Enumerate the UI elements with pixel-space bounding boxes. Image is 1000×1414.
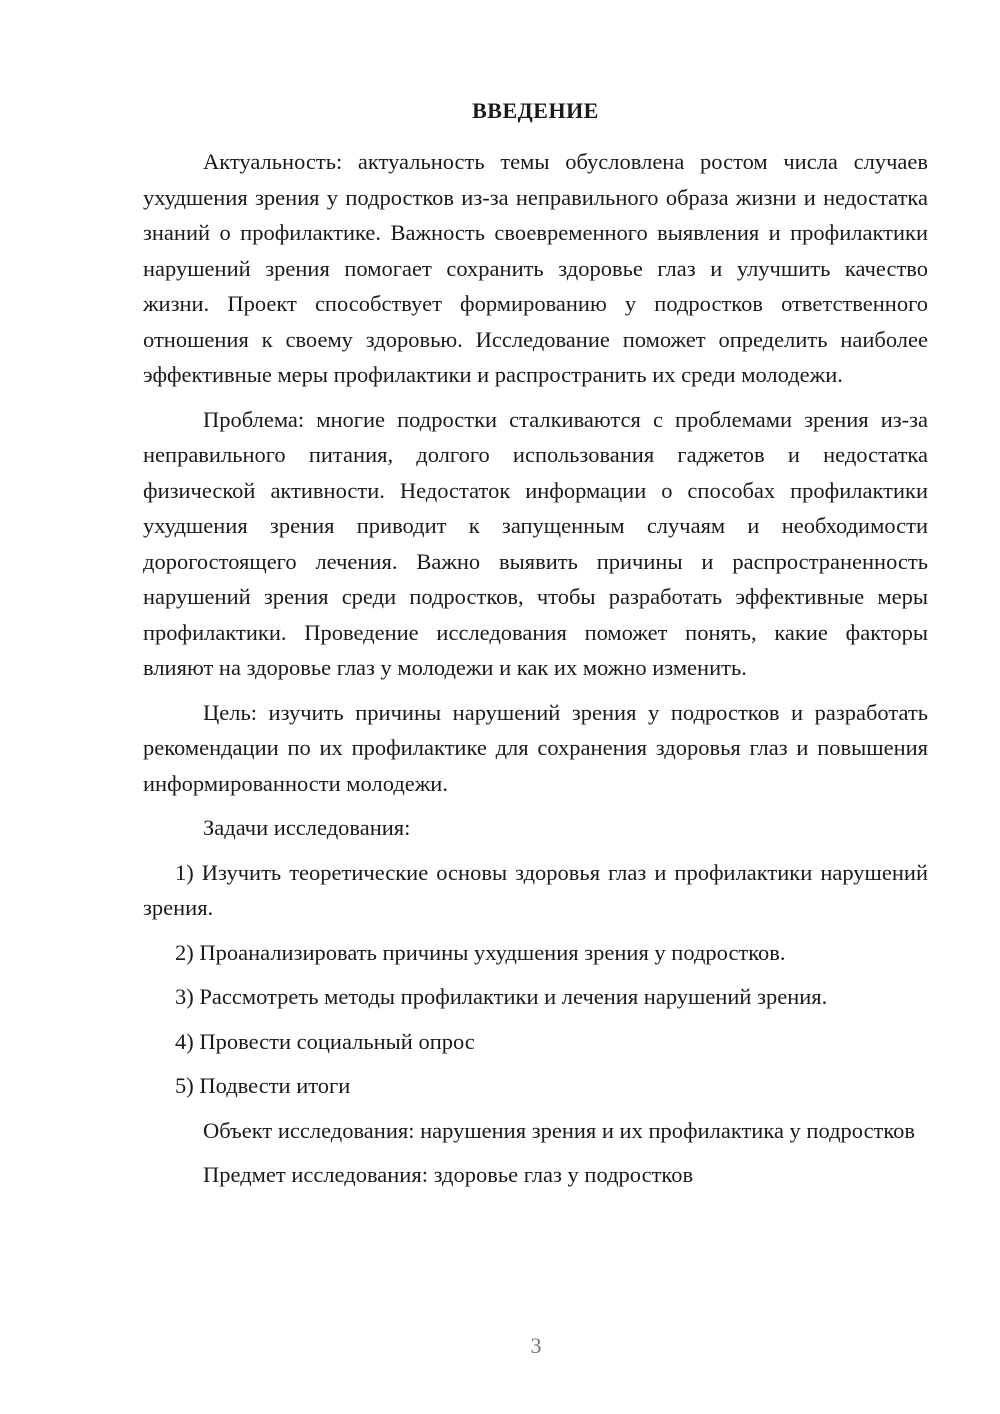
goal-paragraph: Цель: изучить причины нарушений зрения у подростков и разработать рекомендации по их профилактике для сохранения здоровья глаз и повышения информированности молодежи. — [143, 699, 928, 796]
subject-paragraph: Предмет исследования: здоровье глаз у подростков — [203, 1162, 694, 1187]
problem-paragraph: Проблема: многие подростки сталкиваются с проблемами зрения из-за неправильного питания, долгого использования гаджетов и недостатка физической активности. Недостаток информации о способах профилактики ухудшения зрения приводит к запущенным случаям и необходимости дорогостоящего лечения. Важно выявить причины и распространенность нарушений зрения среди подростков, чтобы разработать эффективные меры профилактики. Проведение исследования поможет понять, какие факторы влияют на здоровье глаз у молодежи и как их можно изменить. — [143, 406, 928, 680]
relevance-paragraph: Актуальность: актуальность темы обусловлена ростом числа случаев ухудшения зрения у подростков из-за неправильного образа жизни и недостатка знаний о профилактике. Важность своевременного выявления и профилактики нарушений зрения помогает сохранить здоровье глаз и улучшить качество жизни. Проект способствует формированию у подростков ответственного отношения к своему здоровью. Исследование поможет определить наиболее эффективные меры профилактики и распространить их среди молодежи. — [143, 149, 928, 387]
page-content — [143, 96, 928, 1202]
task-item: 5) Подвести итоги — [175, 1073, 351, 1098]
task-item: 3) Рассмотреть методы профилактики и лечения нарушений зрения. — [175, 984, 828, 1009]
page-number: 3 — [530, 1333, 542, 1358]
task-item: 4) Провести социальный опрос — [175, 1028, 475, 1054]
task-item: 1) Изучить теоретические основы здоровья глаз и профилактики нарушений зрения. — [143, 859, 928, 920]
object-paragraph: Объект исследования: нарушения зрения и их профилактика у подростков — [203, 1117, 916, 1143]
task-item: 2) Проанализировать причины ухудшения зрения у подростков. — [175, 939, 786, 965]
page-title: ВВЕДЕНИЕ — [472, 98, 599, 123]
tasks-title: Задачи исследования: — [203, 815, 411, 840]
